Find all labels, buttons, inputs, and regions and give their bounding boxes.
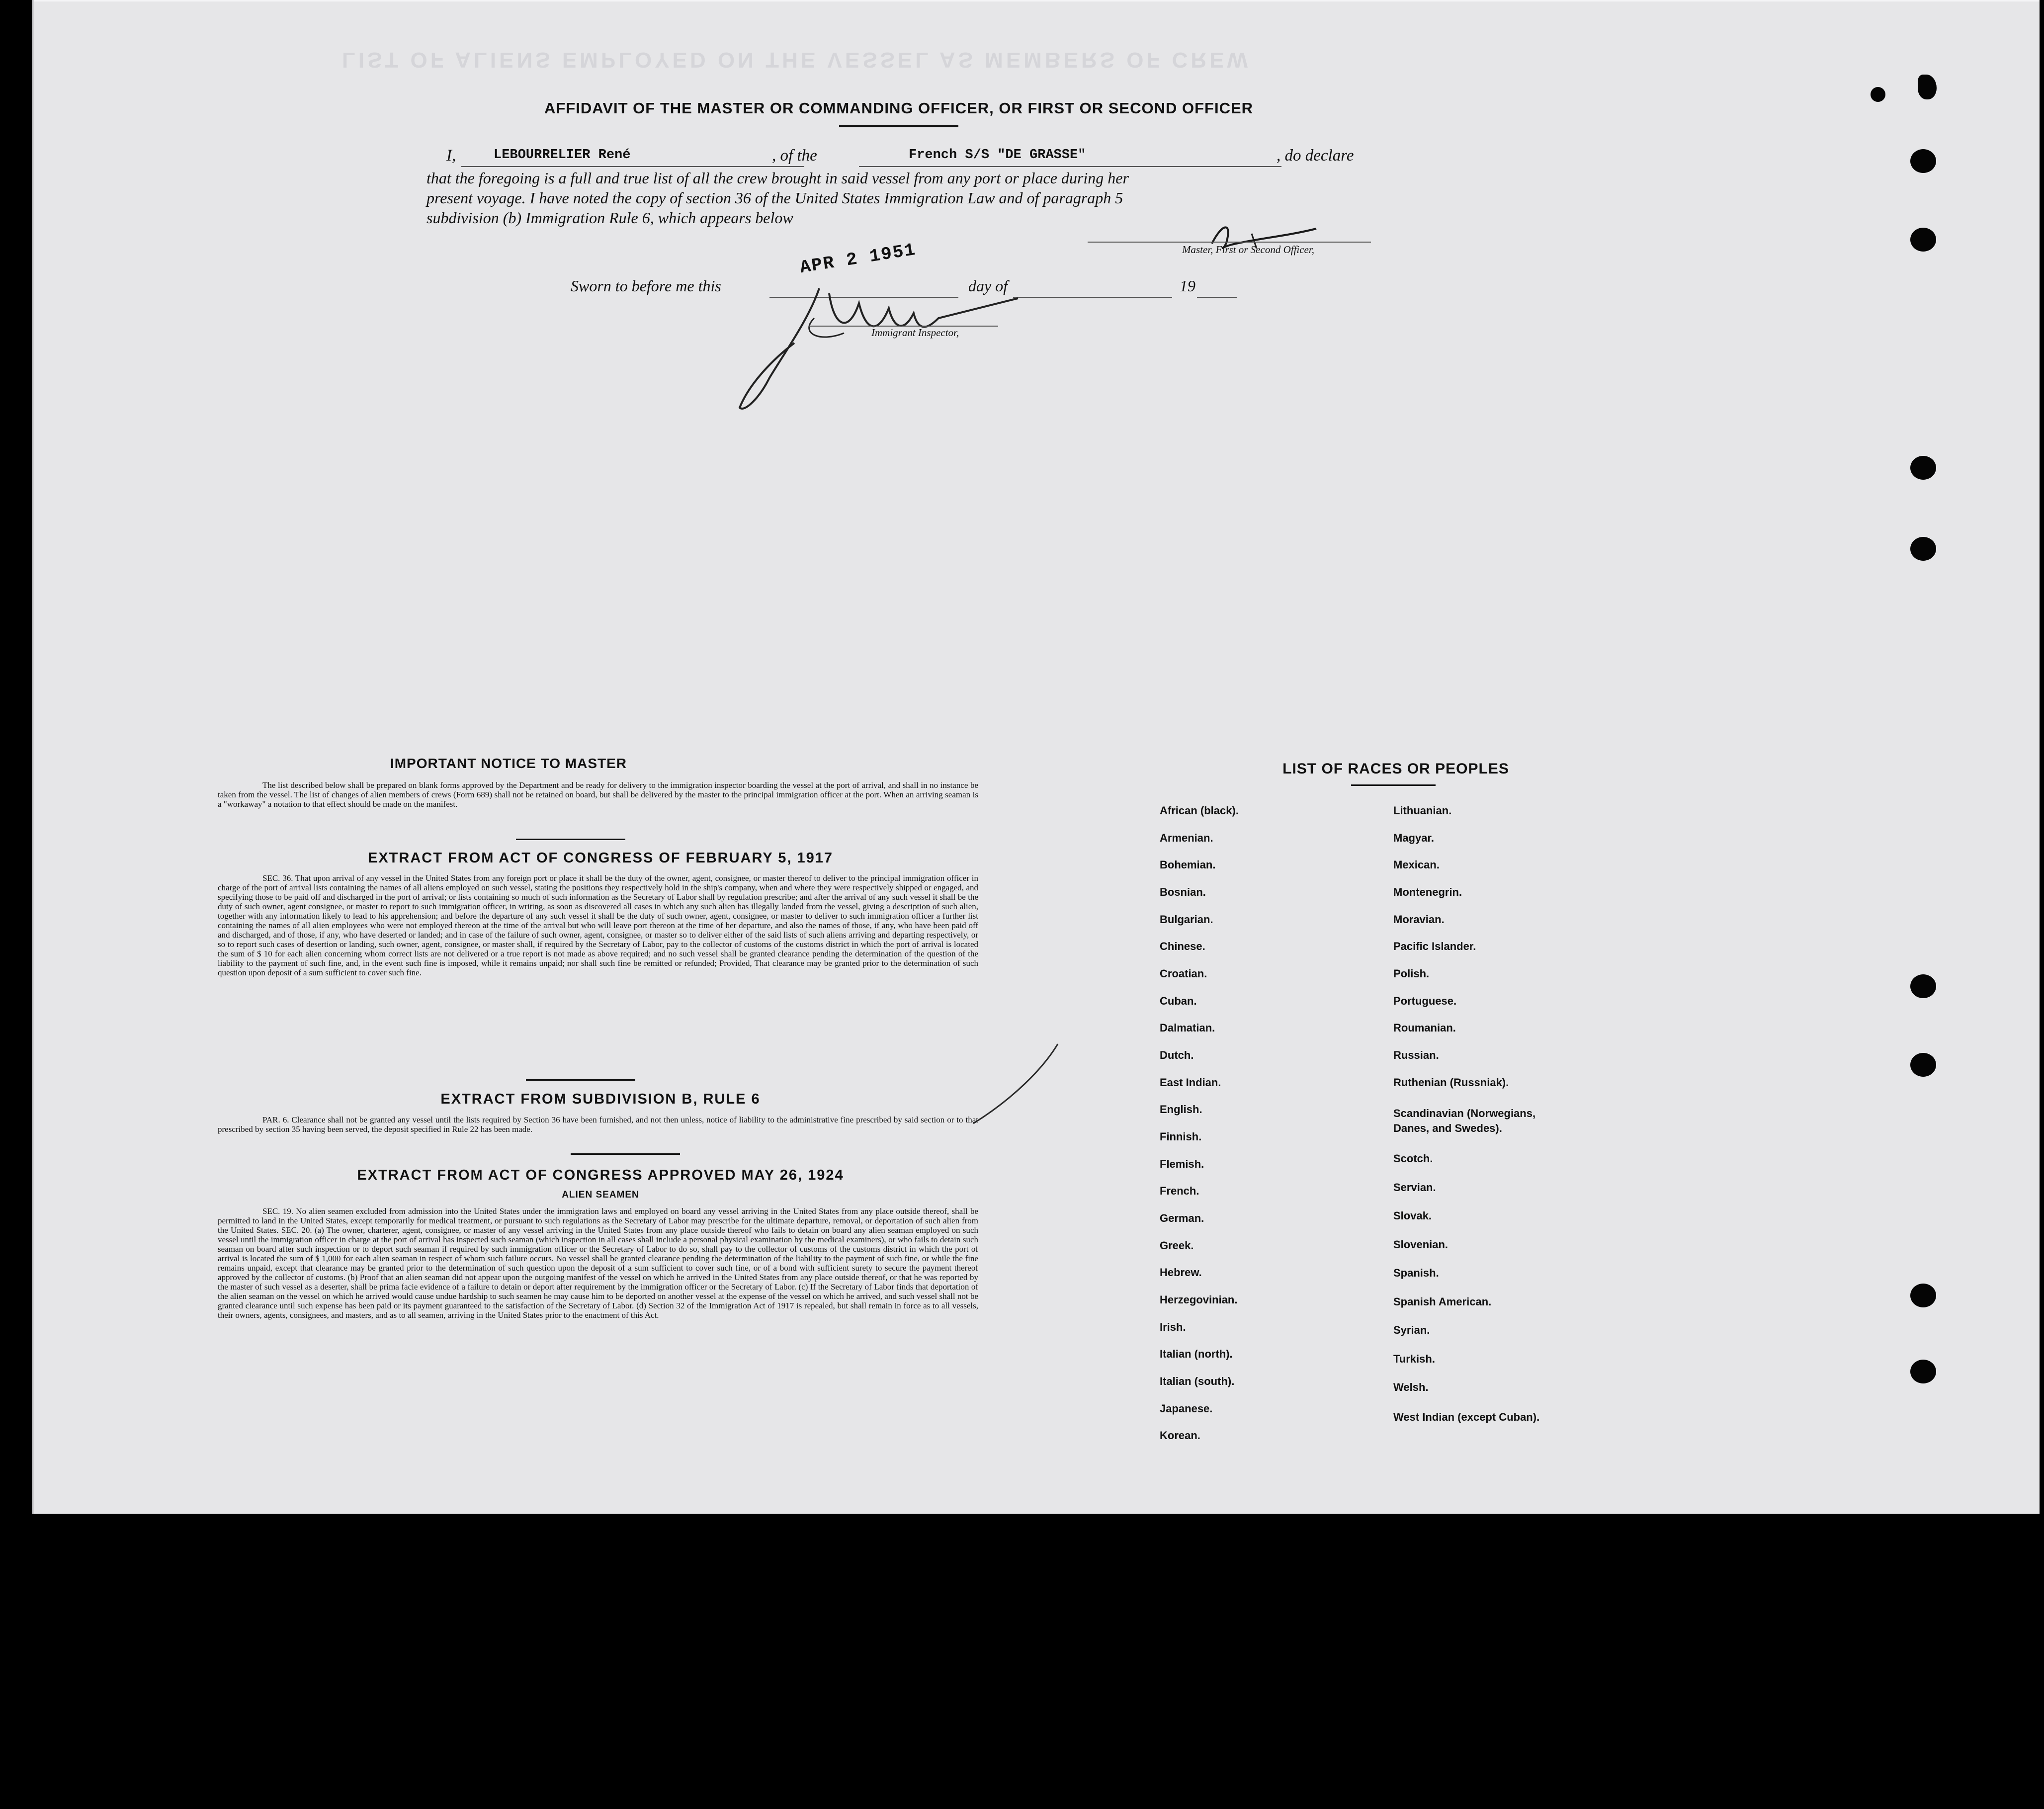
- race-item: Mexican.: [1393, 859, 1440, 871]
- race-item: Japanese.: [1160, 1402, 1213, 1415]
- date-stamp: APR 2 1951: [798, 239, 918, 278]
- of-the-label: , of the: [772, 147, 817, 165]
- race-item: Chinese.: [1160, 940, 1205, 952]
- race-item: Spanish American.: [1393, 1295, 1492, 1308]
- race-item: French.: [1160, 1185, 1199, 1197]
- race-item: Scotch.: [1393, 1152, 1433, 1165]
- punch-hole: [1918, 75, 1937, 99]
- race-item: Croatian.: [1160, 967, 1207, 980]
- race-item: African (black).: [1160, 804, 1239, 817]
- affidavit-title: AFFIDAVIT OF THE MASTER OR COMMANDING OFFICER, OR FIRST OR SECOND OFFICER: [544, 99, 1254, 117]
- do-declare-label: , do declare: [1277, 147, 1354, 165]
- master-name-line: [461, 166, 804, 167]
- master-signature-line: [1088, 242, 1371, 243]
- race-item: Ruthenian (Russniak).: [1393, 1076, 1509, 1089]
- race-item: Italian (north).: [1160, 1348, 1233, 1360]
- extract1-body: SEC. 36. That upon arrival of any vessel in the United States from any foreign port or place it shall be the duty of the owner, agent, consignee, or master thereof to deliver to the principal immigration officer in charge of the port of arrival lists containing the names of all aliens employed on such vessel, stating the positions they respectively hold in the ship's company, when and where they were respectively shipped or engaged, and specifying those to be paid off and discharged in the port of arrival; or lists containing so much of such information as the Secretary of Labor shall by regulation prescribe; and after the arrival of any such vessel it shall be the duty of such owner, agent consignee, or master to report to such immigration officer, in writing, as soon as discovered all cases in which any such alien has illegally landed from the vessel, giving a description of such alien, together with any information likely to lead to his apprehension; and before the departure of any such vessel it shall be the duty of such owner, agent, consignee, or master to deliver to such immigration officer a further list containing the names of all alien employees who were not employed thereon at the time of the arrival but who will leave port thereon at the time of her departure, and also the names of those, if any, who have been paid off and discharged, and of those, if any, who have deserted or landed; and in case of the failure of such owner, agent, consignee, or master so to deliver either of the said lists of such aliens arriving and departing respectively, or so to report such cases of desertion or landing, such owner, agent, consignee, or master shall, if required by the Secretary of Labor, pay to the collector of customs of the customs district in which the port of arrival is located the sum of $ 10 for each alien concerning whom correct lists are not delivered or a true report is not made as above required; and no such vessel shall be granted clearance pending the determination of the question of the liability to the payment of such fine, and, in the event such fine is imposed, while it remains unpaid; nor shall such fine be remitted or refunded; Provided, That clearance may be granted prior to the determination of such question upon deposit of a sum sufficient to cover such fine.: [218, 873, 978, 977]
- race-item: Bohemian.: [1160, 859, 1216, 871]
- day-of-label: day of: [968, 277, 1008, 295]
- race-item: Slovenian.: [1393, 1238, 1448, 1251]
- race-item: Syrian.: [1393, 1324, 1430, 1336]
- races-title-rule: [1351, 784, 1436, 786]
- races-title: LIST OF RACES OR PEOPLES: [1282, 761, 1509, 777]
- year-prefix: 19: [1180, 277, 1195, 295]
- sworn-month-line: [1013, 297, 1172, 298]
- extract1-title: EXTRACT FROM ACT OF CONGRESS OF FEBRUARY 5, 1917: [367, 850, 834, 866]
- race-item: Polish.: [1393, 967, 1430, 980]
- statement-line-3: subdivision (b) Immigration Rule 6, which appears below: [426, 209, 793, 227]
- race-item: Lithuanian.: [1393, 804, 1452, 817]
- statement-line-1: that the foregoing is a full and true list of all the crew brought in said vessel from any port or place during her: [426, 169, 1129, 187]
- bleed-through-header: LIST OF ALIENS EMPLOYED ON THE VESSEL AS MEMBERS OF CREW: [342, 48, 1251, 72]
- punch-hole: [1910, 149, 1936, 173]
- race-item: Slovak.: [1393, 1209, 1432, 1222]
- extract3-subtitle: ALIEN SEAMEN: [562, 1190, 639, 1200]
- race-item: German.: [1160, 1212, 1204, 1224]
- race-item: Armenian.: [1160, 832, 1213, 844]
- punch-hole: [1910, 456, 1936, 480]
- race-item: English.: [1160, 1103, 1202, 1116]
- notice-body: The list described below shall be prepared on blank forms approved by the Department and be ready for delivery to the immigration inspector boarding the vessel at the port of arrival, and shall in no instance be taken from the vessel. The list of changes of alien members of crews (Form 689) shall not be retained on board, but shall be delivered by the master to the principal immigration officer at the port. When an arriving seaman is a "workaway" a notation to that effect should be made on the manifest.: [218, 780, 978, 809]
- inspector-signature: [670, 258, 1028, 423]
- vessel-name: French S/S "DE GRASSE": [909, 148, 1086, 163]
- race-item: Italian (south).: [1160, 1375, 1235, 1387]
- race-item: Cuban.: [1160, 995, 1197, 1007]
- race-item: Korean.: [1160, 1429, 1200, 1442]
- extract2-title: EXTRACT FROM SUBDIVISION B, RULE 6: [440, 1091, 761, 1107]
- race-item: Herzegovinian.: [1160, 1293, 1238, 1306]
- extract1-rule: [526, 1079, 635, 1081]
- punch-hole: [1910, 228, 1936, 252]
- race-item: Montenegrin.: [1393, 886, 1462, 898]
- notice-rule: [516, 839, 625, 840]
- punch-hole: [1910, 1360, 1936, 1383]
- race-item: Turkish.: [1393, 1353, 1435, 1365]
- master-caption: Master, First or Second Officer,: [1182, 244, 1314, 256]
- extract2-rule: [571, 1153, 680, 1155]
- race-item: Spanish.: [1393, 1267, 1439, 1279]
- punch-hole: [1910, 974, 1936, 998]
- race-item: Servian.: [1393, 1181, 1436, 1194]
- race-item: East Indian.: [1160, 1076, 1221, 1089]
- master-signature: [1157, 214, 1366, 268]
- race-item: Hebrew.: [1160, 1266, 1202, 1279]
- race-item: Moravian.: [1393, 913, 1445, 926]
- i-label: I,: [446, 147, 456, 165]
- race-item: Magyar.: [1393, 832, 1434, 844]
- punch-hole: [1910, 537, 1936, 561]
- extract2-body: PAR. 6. Clearance shall not be granted any vessel until the lists required by Section 36 have been furnished, and not then unless, notice of liability to the administrative fine prescribed by said section or to that prescribed by section 35 having been served, the deposit specified in Rule 22 has been made.: [218, 1115, 978, 1134]
- punch-hole: [1871, 87, 1885, 102]
- race-item: Greek.: [1160, 1239, 1194, 1252]
- race-item: Welsh.: [1393, 1381, 1429, 1393]
- race-item: Roumanian.: [1393, 1022, 1456, 1034]
- sworn-year-line: [1197, 297, 1237, 298]
- notice-title: IMPORTANT NOTICE TO MASTER: [390, 756, 627, 771]
- race-item: Bosnian.: [1160, 886, 1206, 898]
- punch-hole: [1910, 1284, 1936, 1307]
- vessel-name-line: [859, 166, 1281, 167]
- inspector-caption: Immigrant Inspector,: [871, 327, 959, 339]
- pen-mark: [968, 1039, 1068, 1138]
- extract3-title: EXTRACT FROM ACT OF CONGRESS APPROVED MAY 26, 1924: [357, 1167, 844, 1183]
- race-item: Flemish.: [1160, 1158, 1204, 1170]
- master-name: LEBOURRELIER René: [494, 148, 631, 163]
- punch-hole: [1910, 1053, 1936, 1077]
- race-item: Dutch.: [1160, 1049, 1194, 1061]
- race-item: Pacific Islander.: [1393, 940, 1476, 952]
- race-item: Irish.: [1160, 1321, 1186, 1333]
- race-item: Bulgarian.: [1160, 913, 1213, 926]
- race-item: Portuguese.: [1393, 995, 1457, 1007]
- document-page: [32, 0, 2040, 1514]
- race-item: Russian.: [1393, 1049, 1439, 1061]
- race-item: Finnish.: [1160, 1130, 1202, 1143]
- statement-line-2: present voyage. I have noted the copy of section 36 of the United States Immigration Law and of paragraph 5: [426, 189, 1123, 207]
- race-item: Scandinavian (Norwegians, Danes, and Swedes).: [1393, 1107, 1536, 1134]
- sworn-label: Sworn to before me this: [571, 277, 721, 295]
- extract3-body: SEC. 19. No alien seamen excluded from admission into the United States under the immigration laws and employed on board any vessel arriving in the United States from any place outside thereof, shall be permitted to land in the United States, except temporarily for medical treatment, or pursuant to such regulations as the Secretary of Labor may prescribe for the ultimate departure, removal, or deportation of such alien from the United States. SEC. 20. (a) The owner, charterer, agent, consignee, or master of any vessel arriving in the United States from any place outside thereof who fails to detain on board any alien seaman employed on such vessel until the immigration officer in charge at the port of arrival has inspected such seaman (which inspection in all cases shall include a personal physical examination by the medical examiners), or who fails to detain such seaman on board after such inspection or to deport such seaman if required by such immigration officer or the Secretary of Labor to do so, shall pay to the collector of customs of the customs district in which the port of arrival is located the sum of $ 1,000 for each alien seaman in respect of whom such failure occurs. No vessel shall be granted clearance pending the determination of the liability to the payment of such fine, or while the fine remains unpaid, except that clearance may be granted prior to the determination of such question upon the deposit of a sum sufficient to cover such fine, or of a bond with sufficient surety to secure the payment thereof approved by the collector of customs. (b) Proof that an alien seaman did not appear upon the outgoing manifest of the vessel on which he arrived in the United States from any place outside thereof, or that he was reported by the master of such vessel as a deserter, shall be prima facie evidence of a failure to detain or deport after requirement by the immigration officer or the Secretary of Labor. (c) If the Secretary of Labor finds that deportation of the alien seaman on the vessel on which he arrived would cause undue hardship to such seamen he may cause him to be deported on another vessel at the expense of the vessel on which he arrived, and such vessel shall not be granted clearance until such expense has been paid or its payment guaranteed to the satisfaction of the Secretary of Labor. (d) Section 32 of the Immigration Act of 1917 is repealed, but shall remain in force as to all vessels, their owners, agents, consignees, and masters, and as to all seamen, arriving in the United States prior to the enactment of this Act.: [218, 1206, 978, 1320]
- title-rule: [839, 125, 958, 127]
- race-item: Dalmatian.: [1160, 1022, 1215, 1034]
- race-item: West Indian (except Cuban).: [1393, 1411, 1540, 1423]
